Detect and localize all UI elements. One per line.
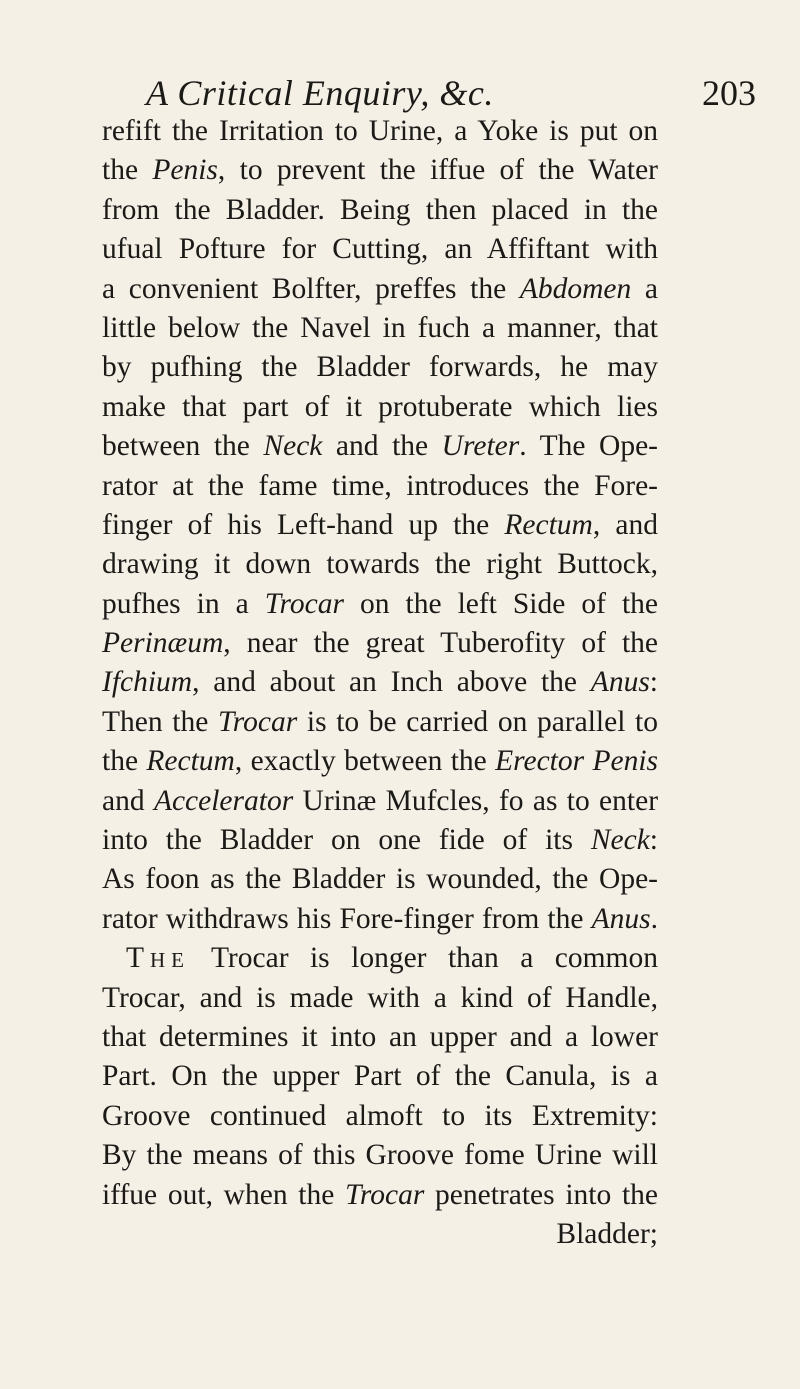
text-line: The Trocar is longer than a common [126,942,658,975]
text-line: between the Neck and the Ureter. The Ope- [102,430,659,463]
body-text [102,112,658,1254]
text-line: into the Bladder on one fide of its Neck: [102,824,658,857]
running-title: A Critical Enquiry, &c. [146,73,494,113]
text-line: drawing it down towards the right Buttock, [102,548,658,581]
text-line: rator withdraws his Fore-finger from the Anus. [102,902,658,935]
text-line: from the Bladder. Being then placed in the [102,193,658,226]
text-line: that determines it into an upper and a lower [102,1020,658,1053]
text-line: By the means of this Groove fome Urine will [102,1139,658,1172]
text-line: make that part of it protuberate which lies [102,390,658,423]
text-line: refift the Irritation to Urine, a Yoke is put on [102,115,658,147]
text-line: and Accelerator Urinæ Mufcles, fo as to enter [102,784,659,817]
text-line: Groove continued almoft to its Extremity: [102,1099,658,1132]
text-line: the Rectum, exactly between the Erector Penis [102,745,659,778]
text-line: Then the Trocar is to be carried on parallel to [102,705,659,738]
text-line: Perinæum, near the great Tuberofity of the [102,627,658,660]
text-line: finger of his Left-hand up the Rectum, and [102,508,659,541]
page-number: 203 [702,73,756,113]
text-line: iffue out, when the Trocar penetrates into the [102,1178,658,1211]
catchword: Bladder; [556,1217,658,1250]
text-line: pufhes in a Trocar on the left Side of the [102,587,658,620]
text-line: Ifchium, and about an Inch above the Anus: [102,666,658,699]
text-line: rator at the fame time, introduces the Fore- [102,469,658,502]
text-line: the Penis, to prevent the iffue of the Water [102,154,658,187]
text-line: Part. On the upper Part of the Canula, is a [102,1060,658,1093]
text-line: As foon as the Bladder is wounded, the Ope- [102,863,658,896]
text-line: Trocar, and is made with a kind of Handle, [102,981,658,1014]
text-line: little below the Navel in fuch a manner, that [102,311,658,344]
text-line: ufual Pofture for Cutting, an Affiftant with [102,233,658,266]
text-line: a convenient Bolfter, preffes the Abdomen a [102,272,658,305]
text-line: by pufhing the Bladder forwards, he may [102,351,658,384]
